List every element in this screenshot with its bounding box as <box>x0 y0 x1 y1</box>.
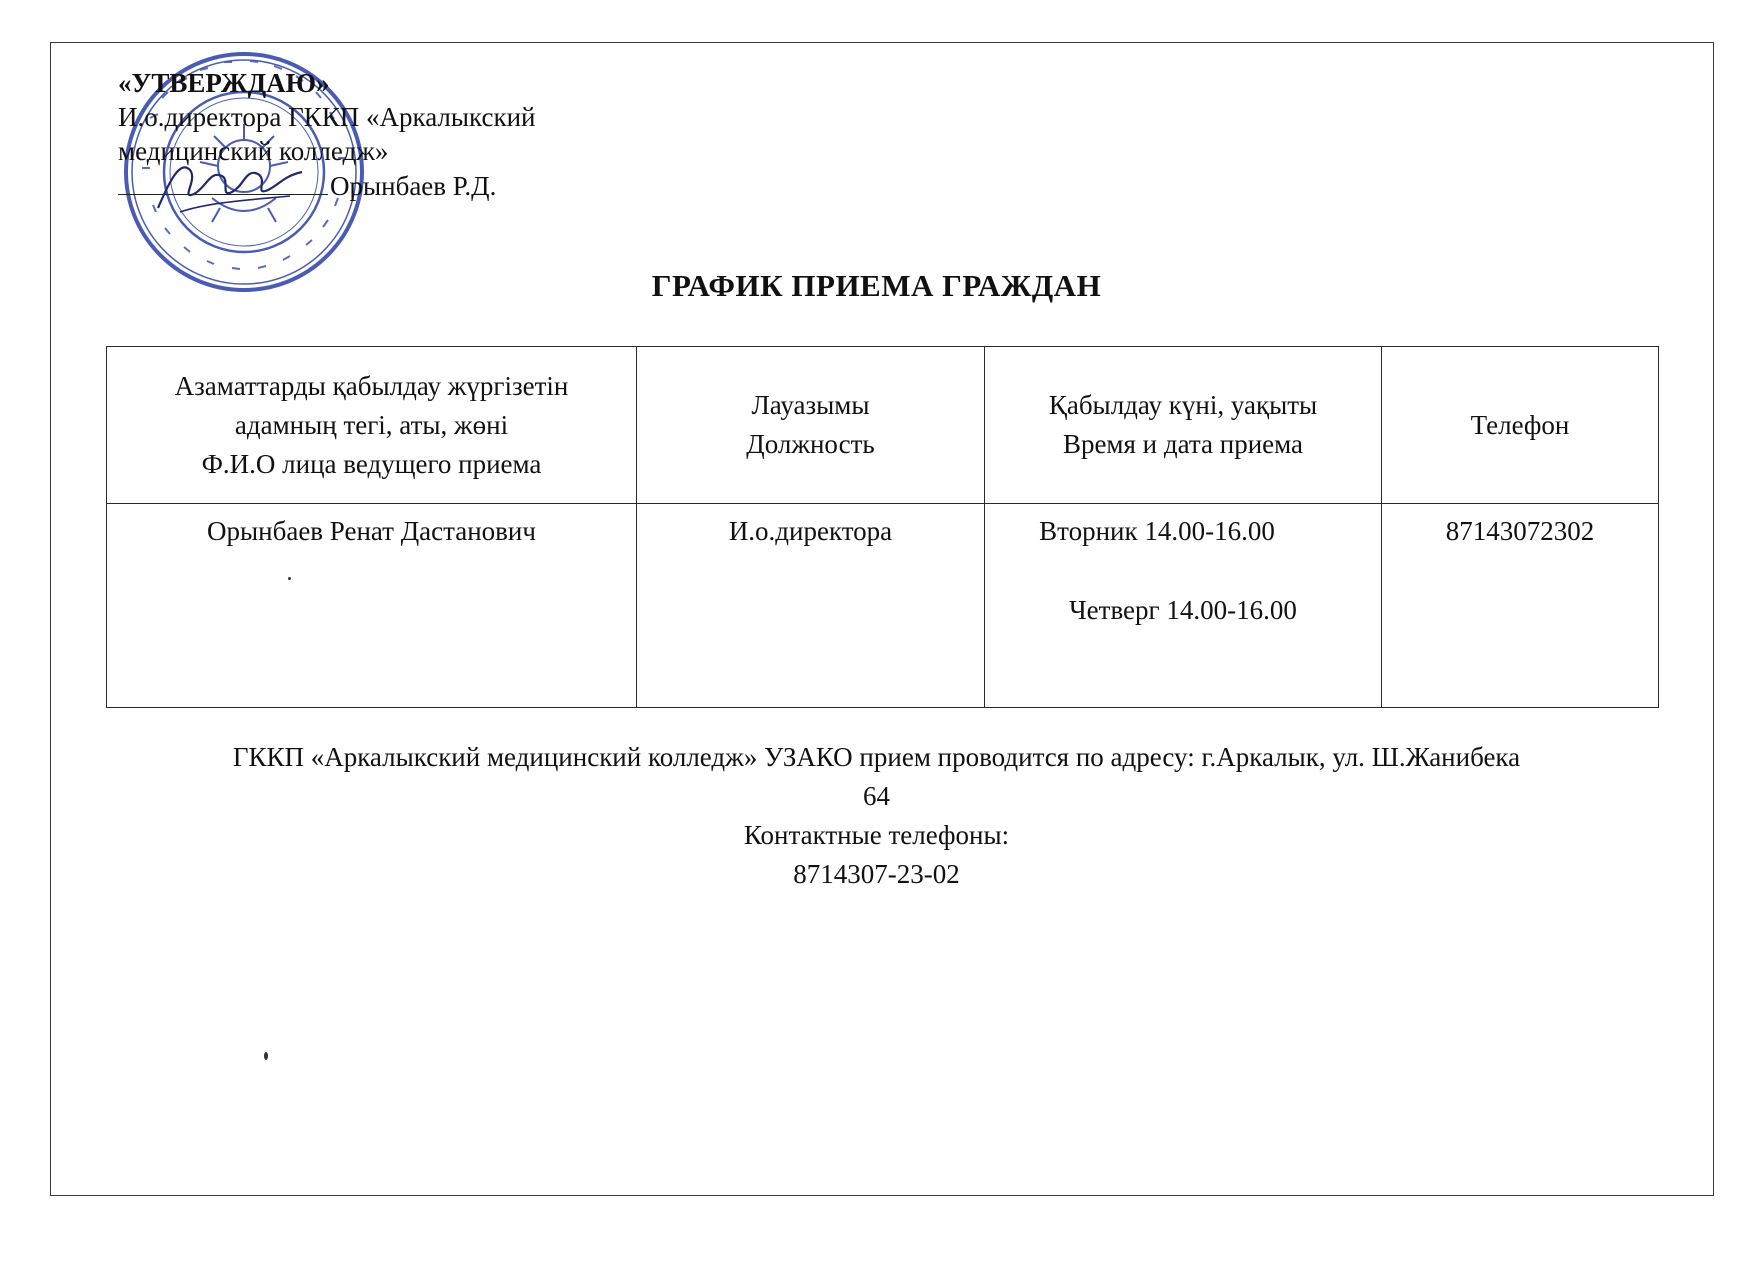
reception-day-1: Вторник 14.00-16.00 <box>1039 516 1275 546</box>
table-row <box>107 504 1659 708</box>
handwritten-signature <box>150 150 310 220</box>
header-position: Лауазымы Должность <box>637 347 985 504</box>
address-line-2: 64 <box>863 781 890 811</box>
header-reception-time: Қабылдау күні, уақыты Время и дата приема <box>985 347 1382 504</box>
reception-day-2: Четверг 14.00-16.00 <box>1069 595 1297 625</box>
approve-heading: «УТВЕРЖДАЮ» <box>118 68 330 98</box>
cell-position: И.о.директора <box>637 504 985 708</box>
reception-schedule-table <box>106 346 1659 708</box>
address-line-1: ГККП «Аркалыкский медицинский колледж» УЗАКО прием проводится по адресу: г.Аркалык, ул. Ш.Жанибека <box>232 742 1521 772</box>
scan-speck <box>288 577 291 580</box>
header-full-name: Азаматтарды қабылдау жүргізетін адамның тегі, аты, жөні Ф.И.О лица ведущего приема <box>107 347 637 504</box>
cell-phone: 87143072302 <box>1382 504 1659 708</box>
contacts-label: Контактные телефоны: <box>743 820 1010 850</box>
document-title: ГРАФИК ПРИЕМА ГРАЖДАН <box>651 268 1102 303</box>
approver-position-line-2: медицинский колледж» <box>118 136 389 166</box>
signer-name: Орынбаев Р.Д. <box>330 171 497 201</box>
approver-position-line-1: И.о.директора ГККП «Аркалыкский <box>118 102 536 132</box>
table-header-row <box>107 347 1659 504</box>
cell-name: Орынбаев Ренат Дастанович <box>107 504 637 708</box>
footer-contacts <box>0 738 1753 894</box>
scan-speck <box>264 1052 268 1060</box>
cell-reception-days <box>985 504 1382 708</box>
header-phone: Телефон <box>1382 347 1659 504</box>
contact-phone: 8714307-23-02 <box>793 859 960 889</box>
